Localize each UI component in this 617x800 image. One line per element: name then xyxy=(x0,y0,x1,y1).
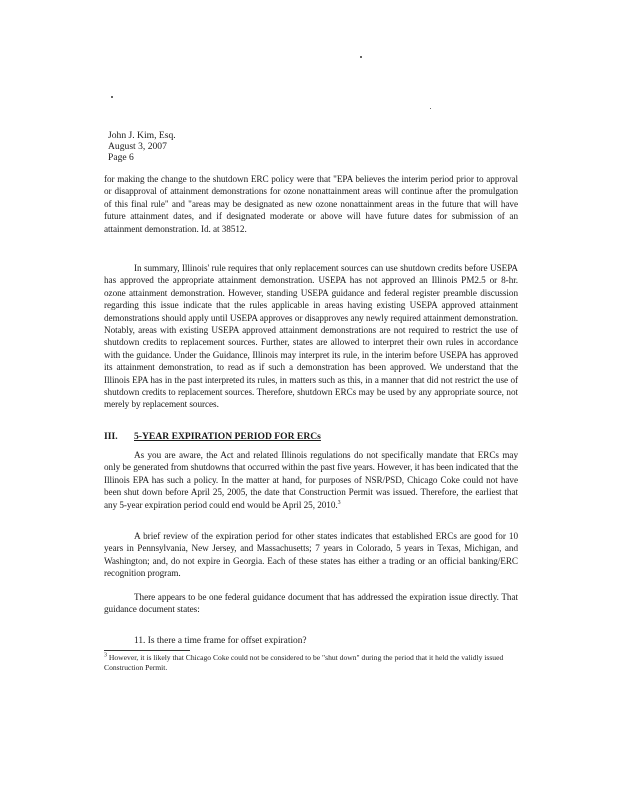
footnote-divider xyxy=(104,650,190,651)
section-heading xyxy=(104,431,321,442)
paragraph-epa-rationale: for making the change to the shutdown ERC policy were that "EPA believes the interim period prior to approval or disapproval of attainment demonstrations for ozone nonattainment areas will continue after the promulgation of this final rule" and "areas may be designated as new ozone nonattainment areas in the future that will have future attainment dates, and if designated moderate or above will have future dates for submission of an attainment demonstration. Id. at 38512. xyxy=(104,174,518,234)
scan-speck xyxy=(111,96,113,98)
scan-speck xyxy=(360,56,362,58)
footnote-text: However, it is likely that Chicago Coke could not be considered to be "shut down" during the period that it held the validly issued Construction Permit. xyxy=(104,653,504,672)
scan-speck xyxy=(430,108,431,109)
paragraph-five-year-text: As you are aware, the Act and related Illinois regulations do not specifically mandate that ERCs may only be generated from shutdowns that occurred within the past five years. However, it has been indicated that the Illinois EPA has such a policy. In the matter at hand, for purposes of NSR/PSD, Chicago Coke could not have been shut down before April 25, 2005, the date that Construction Permit was issued. Therefore, the earliest that any 5-year expiration period could end would be April 25, 2010. xyxy=(104,450,518,510)
page-number: Page 6 xyxy=(108,152,134,163)
paragraph-federal-guidance: There appears to be one federal guidance document that has addressed the expiration issue directly. That guidance document states: xyxy=(104,592,518,615)
letter-date: August 3, 2007 xyxy=(108,141,167,152)
footnote-marker: 3 xyxy=(104,652,107,659)
footnote-reference: 3 xyxy=(337,499,341,506)
section-title: 5-YEAR EXPIRATION PERIOD FOR ERCs xyxy=(134,431,321,442)
footnote xyxy=(104,653,518,673)
section-number: III. xyxy=(104,431,118,442)
letter-header xyxy=(108,130,176,163)
recipient-name: John J. Kim, Esq. xyxy=(108,130,176,141)
paragraph-summary: In summary, Illinois' rule requires that only replacement sources can use shutdown credits before USEPA has approved the appropriate attainment demonstration. USEPA has not approved an Illinois PM2.5 or 8-hr. ozone attainment demonstration. However, standing USEPA guidance and federal register preamble discussion regarding this issue indicate that the rules applicable in areas having existing USEPA approved attainment demonstrations should apply until USEPA approves or disapproves any newly required attainment demonstration. Notably, areas with existing USEPA approved attainment demonstrations are not required to restrict the use of shutdown credits to replacement sources. Further, states are allowed to interpret their own rules in accordance with the guidance. Under the Guidance, Illinois may interpret its rule, in the interim before USEPA has approved its attainment demonstration, to read as if such a demonstration has been approved. We understand that the Illinois EPA has in the past interpreted its rules, in matters such as this, in a manner that did not restrict the use of shutdown credits to replacement sources. Therefore, shutdown ERCs may be used by any appropriate source, not merely by replacement sources. xyxy=(104,263,518,410)
guidance-question: 11. Is there a time frame for offset expiration? xyxy=(134,636,307,646)
paragraph-other-states: A brief review of the expiration period for other states indicates that established ERCs are good for 10 years in Pennsylvania, New Jersey, and Massachusetts; 7 years in Colorado, 5 years in Texas, Michigan, and Washington; and, do not expire in Georgia. Each of these states has either a trading or an official banking/ERC recognition program. xyxy=(104,531,518,579)
paragraph-five-year-policy xyxy=(104,449,518,511)
